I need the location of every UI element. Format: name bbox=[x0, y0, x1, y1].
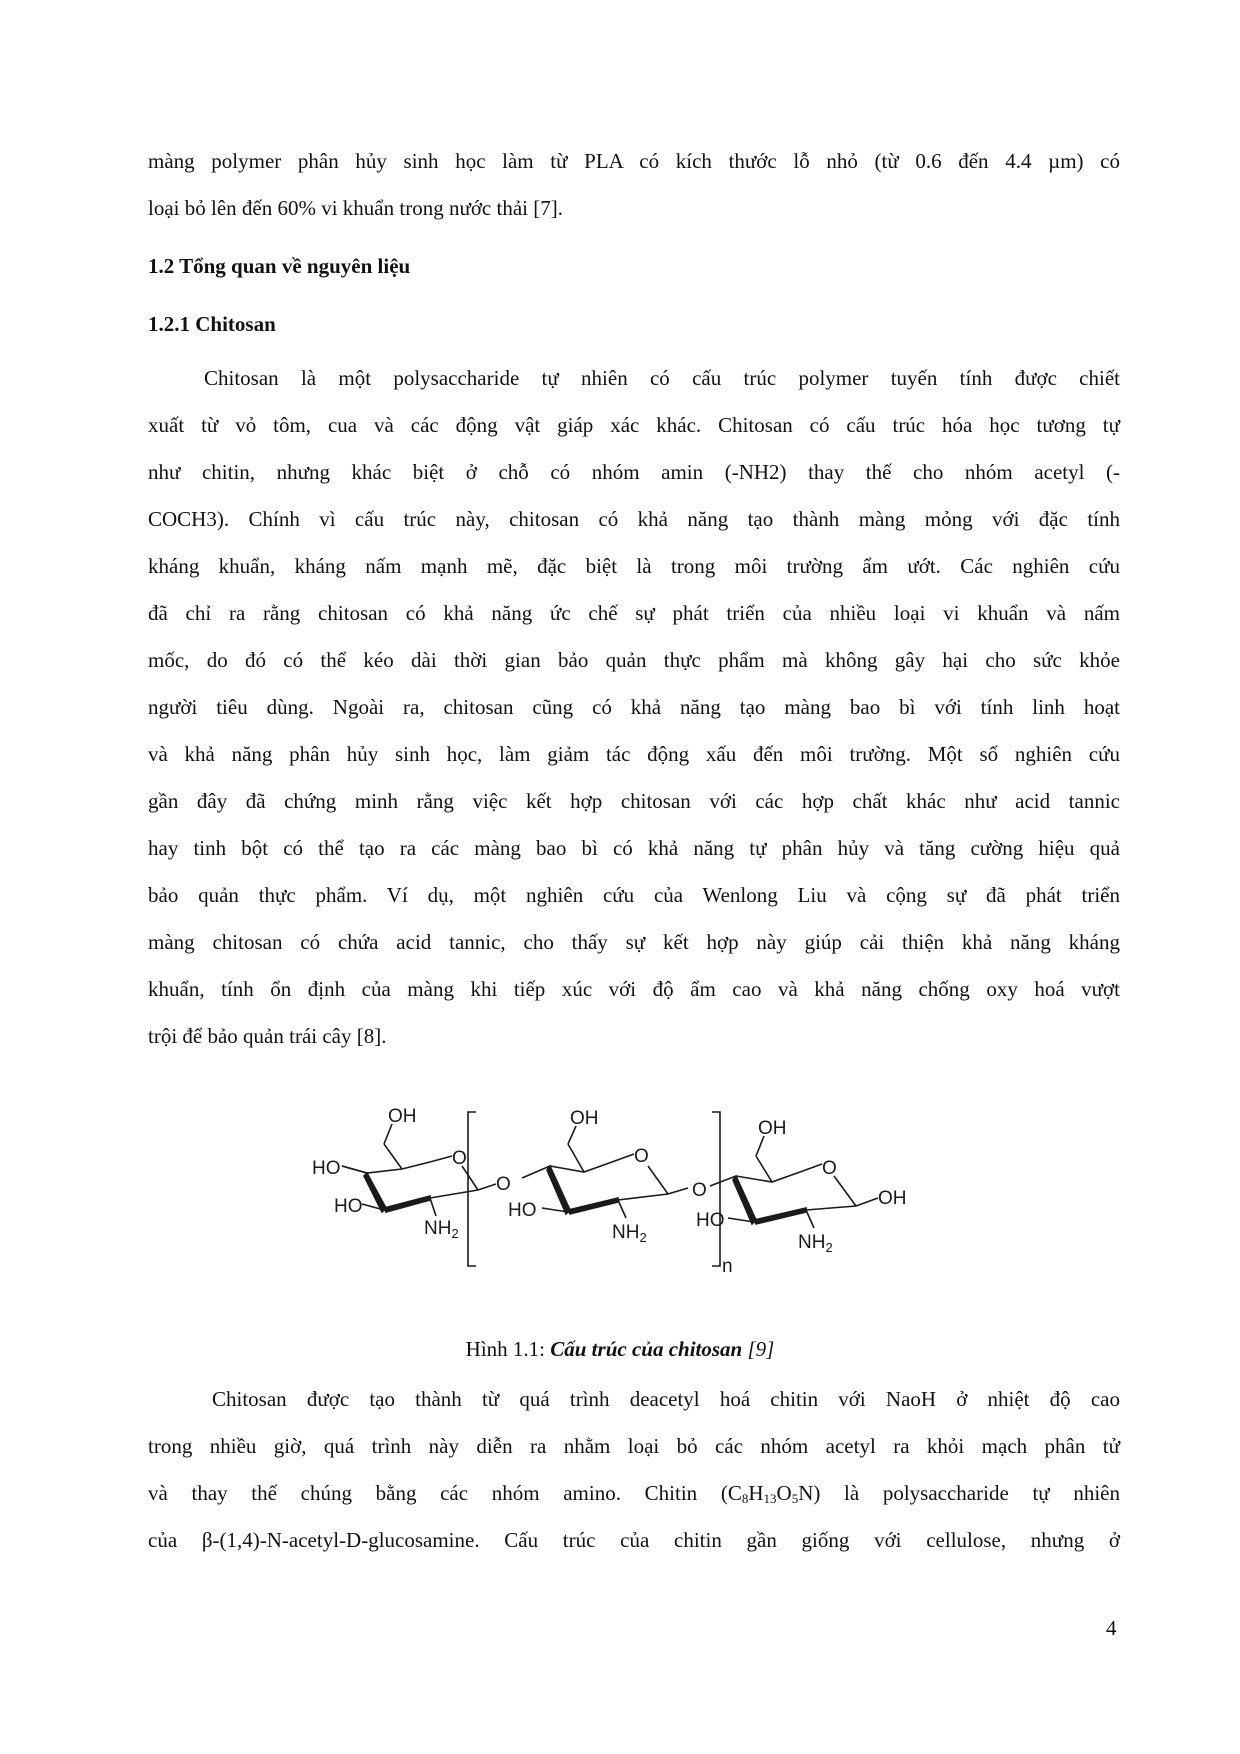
nh2-label: $NH_2$ bbox=[798, 1232, 833, 1255]
section-heading: 1.2 Tổng quan về nguyên liệu bbox=[148, 254, 411, 278]
paragraph-line: trong nhiều giờ, quá trình này diễn ra nhằm loại bỏ các nhóm acetyl ra khỏi mạch phân tử bbox=[148, 1434, 1120, 1458]
paragraph-line: như chitin, nhưng khác biệt ở chỗ có nhóm amin (-NH2) thay thế cho nhóm acetyl (- bbox=[148, 460, 1120, 484]
oh-label: OH bbox=[388, 1106, 417, 1127]
oh-label: OH bbox=[878, 1188, 907, 1209]
oh-label: OH bbox=[570, 1108, 599, 1129]
caption-title: Cấu trúc của chitosan bbox=[550, 1337, 743, 1361]
ho-label: HO bbox=[508, 1200, 537, 1221]
paragraph-line: và khả năng phân hủy sinh học, làm giảm tác động xấu đến môi trường. Một số nghiên cứu bbox=[148, 742, 1120, 766]
paragraph-line: Chitosan được tạo thành từ quá trình deacetyl hoá chitin với NaoH ở nhiệt độ cao bbox=[212, 1387, 1120, 1411]
intro-line-1: màng polymer phân hủy sinh học làm từ PLA có kích thước lỗ nhỏ (từ 0.6 đến 4.4 µm) có bbox=[148, 149, 1120, 173]
paragraph-line: bảo quản thực phẩm. Ví dụ, một nghiên cứu của Wenlong Liu và cộng sự đã phát triển bbox=[148, 883, 1120, 907]
caption-prefix: Hình 1.1: bbox=[465, 1337, 551, 1361]
glycosidic-oxygen-label: O bbox=[692, 1180, 707, 1201]
paragraph-line: màng chitosan có chứa acid tannic, cho thấy sự kết hợp này giúp cải thiện khả năng kháng bbox=[148, 930, 1120, 954]
paragraph-line: kháng khuẩn, kháng nấm mạnh mẽ, đặc biệt là trong môi trường ẩm ướt. Các nghiên cứu bbox=[148, 554, 1120, 578]
subsection-heading: 1.2.1 Chitosan bbox=[148, 312, 276, 336]
ho-label: HO bbox=[334, 1196, 363, 1217]
paragraph-line: Chitosan là một polysaccharide tự nhiên có cấu trúc polymer tuyến tính được chiết bbox=[204, 366, 1120, 390]
repeat-n-label: n bbox=[722, 1256, 733, 1274]
paragraph-line: và thay thế chúng bằng các nhóm amino. Chitin $(C_8H_{13}O_5N)$ là polysaccharide tự nhiên bbox=[148, 1481, 1120, 1506]
paragraph-line: đã chỉ ra rằng chitosan có khả năng ức chế sự phát triển của nhiều loại vi khuẩn và nấm bbox=[148, 601, 1120, 625]
paragraph-line: hay tinh bột có thể tạo ra các màng bao bì có khả năng tự phân hủy và tăng cường hiệu quả bbox=[148, 836, 1120, 860]
chitin-formula: $C_8H_{13}O_5N$ bbox=[727, 1481, 814, 1506]
paragraph-line: mốc, do đó có thể kéo dài thời gian bảo quản thực phẩm mà không gây hại cho sức khỏe bbox=[148, 648, 1120, 672]
paragraph-line: trội để bảo quản trái cây [8]. bbox=[148, 1024, 387, 1048]
glycosidic-oxygen-label: O bbox=[496, 1174, 511, 1195]
ring-oxygen-label: O bbox=[452, 1148, 467, 1169]
figure-caption bbox=[0, 1326, 1240, 1373]
ring-oxygen-label: O bbox=[634, 1146, 649, 1167]
paragraph-line: của β-(1,4)-N-acetyl-D-glucosamine. Cấu trúc của chitin gần giống với cellulose, nhưng ở bbox=[148, 1528, 1120, 1552]
intro-line-2: loại bỏ lên đến 60% vi khuẩn trong nước thải [7]. bbox=[148, 196, 563, 220]
page-number: 4 bbox=[1106, 1616, 1117, 1640]
ho-label: HO bbox=[312, 1158, 341, 1179]
paragraph-line: gần đây đã chứng minh rằng việc kết hợp chitosan với các hợp chất khác như acid tannic bbox=[148, 789, 1120, 813]
caption-reference: [9] bbox=[742, 1337, 775, 1361]
paragraph-line: người tiêu dùng. Ngoài ra, chitosan cũng có khả năng tạo màng bao bì với tính linh hoạt bbox=[148, 695, 1120, 719]
paragraph-line: xuất từ vỏ tôm, cua và các động vật giáp xác khác. Chitosan có cấu trúc hóa học tương tự bbox=[148, 413, 1120, 437]
chitosan-structure-figure bbox=[312, 1104, 952, 1274]
oh-label: OH bbox=[758, 1118, 787, 1139]
paragraph-line: COCH3). Chính vì cấu trúc này, chitosan có khả năng tạo thành màng mỏng với đặc tính bbox=[148, 507, 1120, 531]
nh2-label: $NH_2$ bbox=[612, 1222, 647, 1245]
ring-oxygen-label: O bbox=[822, 1158, 837, 1179]
nh2-label: $NH_2$ bbox=[424, 1218, 459, 1241]
paragraph-line: khuẩn, tính ổn định của màng khi tiếp xúc với độ ẩm cao và khả năng chống oxy hoá vượt bbox=[148, 977, 1120, 1001]
ho-label: HO bbox=[696, 1210, 725, 1231]
